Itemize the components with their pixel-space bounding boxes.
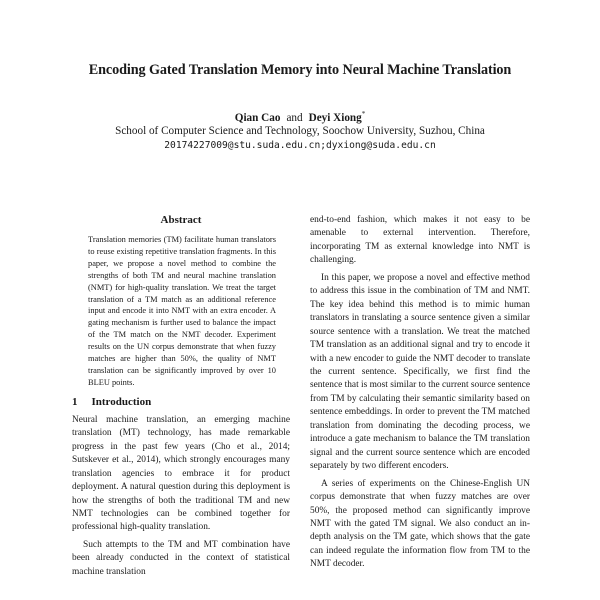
affiliation: School of Computer Science and Technology, Soochow University, Suzhou, China xyxy=(115,125,485,137)
right-column xyxy=(310,214,530,572)
section-heading-introduction xyxy=(72,396,290,408)
intro-paragraph-2: Such attempts to the TM and MT combination have been already conducted in the context of statistical machine translation xyxy=(72,539,290,577)
section-title: Introduction xyxy=(91,395,152,408)
abstract-text: Translation memories (TM) facilitate human translators to reuse existing repetitive translation fragments. In this paper, we propose a novel method to combine the strengths of both TM and neural machine translation (NMT) for high-quality translation. We treat the target translation of a TM match as an additional reference input and encode it into NMT with an extra encoder. A gating mechanism is further used to balance the impact of the TM match on the NMT decoder. Experiment results on the UN corpus demonstrate that when fuzzy matches are higher than 50%, the quality of NMT translation can be significantly improved by over 10 BLEU points. xyxy=(88,235,276,387)
right-paragraph-1: end-to-end fashion, which makes it not easy to be amenable to external intervention. Therefore, incorporating TM as external knowledge into NMT is challenging. xyxy=(310,215,530,266)
author-line xyxy=(0,110,600,124)
left-column xyxy=(72,214,290,579)
corresponding-author-mark: * xyxy=(361,110,366,118)
author-name-2: Deyi Xiong xyxy=(308,112,362,124)
right-paragraph-2: In this paper, we propose a novel and effective method to address this issue in the combination of TM and NMT. The key idea behind this method is to mimic human translators in translating a source sentence given a similar source sentence with a translation. We treat the matched TM translation as an additional signal and try to encode it with a new encoder to guide the NMT decoder to translate the current sentence. Specifically, we first find the sentence that is most similar to the current source sentence from TM by calculating their semantic similarity based on sentence embeddings. In order to prevent the TM matched translation from dominating the decoding process, we introduce a gate mechanism to balance the TM translation signal and the current source sentence which are encoded separately by two different encoders. xyxy=(310,272,530,472)
paper-title: Encoding Gated Translation Memory into Neural Machine Translation xyxy=(88,62,512,78)
abstract-heading: Abstract xyxy=(160,214,202,226)
author-emails: 20174227009@stu.suda.edu.cn;dyxiong@suda.edu.cn xyxy=(164,140,436,151)
author-name-1: Qian Cao xyxy=(234,112,281,124)
right-paragraph-3: A series of experiments on the Chinese-English UN corpus demonstrate that when fuzzy matches are over 50%, the proposed method can significantly improve NMT with the gated TM signal. We also conduct an in-depth analysis on the TM gate, which shows that the gate can indeed regulate the information flow from TM to the NMT decoder. xyxy=(310,478,530,570)
section-number: 1 xyxy=(72,395,78,408)
author-conjunction: and xyxy=(286,112,303,124)
intro-paragraph-1: Neural machine translation, an emerging machine translation (MT) technology, has made remarkable progress in the past few years (Cho et al., 2014; Sutskever et al., 2014), which strongly encourages many translation agencies to embrace it for product deployment. A natural question during this deployment is how the strengths of both the traditional TM and new NMT technologies can be combined together for professional high-quality translation. xyxy=(72,414,290,533)
